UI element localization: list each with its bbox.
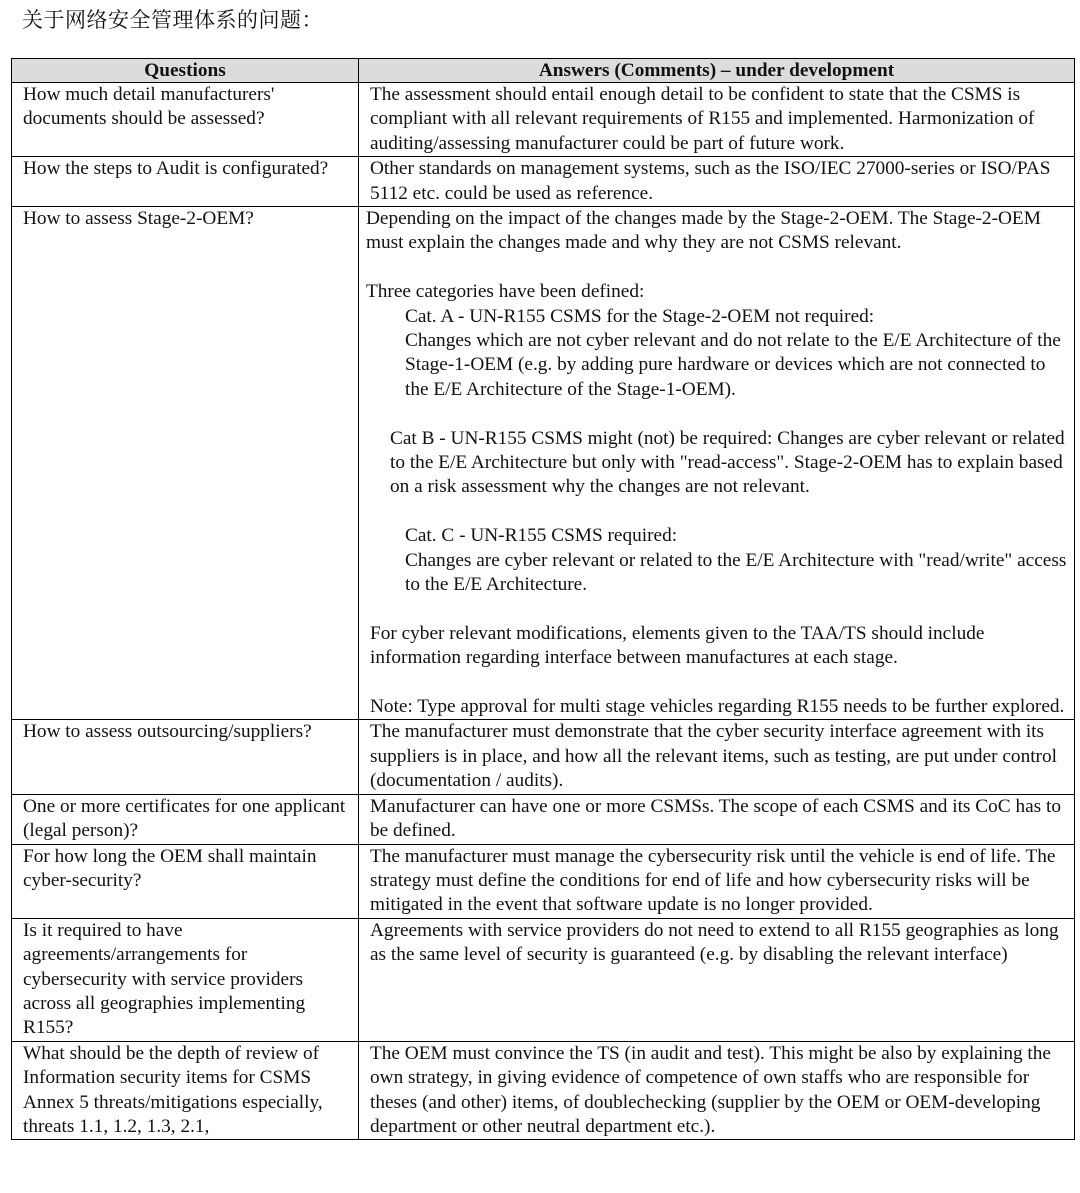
question-cell: How to assess Stage-2-OEM?	[12, 207, 359, 720]
categories-intro: Three categories have been defined:	[366, 281, 645, 303]
note: Note: Type approval for multi stage vehicles regarding R155 needs to be further explored.	[370, 696, 1065, 718]
table-row	[12, 794, 1075, 844]
qa-table	[11, 58, 1075, 1140]
question-cell: For how long the OEM shall maintain cyber-security?	[12, 844, 359, 918]
page-title: 关于网络安全管理体系的问题：	[22, 8, 323, 32]
table-header-row	[12, 59, 1075, 83]
table-row	[12, 720, 1075, 794]
answer-cell-stage2	[359, 207, 1075, 720]
table-row	[12, 844, 1075, 918]
cat-a-body: Changes which are not cyber relevant and do not relate to the E/E Architecture of the Stage-1-OEM (e.g. by adding pure hardware or devices which are not connected to the E/E Architecture of the Stage-1-OEM).	[405, 330, 1061, 400]
question-cell: How to assess outsourcing/suppliers?	[12, 720, 359, 794]
cyber-modifications: For cyber relevant modifications, elements given to the TAA/TS should include information regarding interface between manufactures at each stage.	[370, 622, 985, 669]
answer-intro: Depending on the impact of the changes made by the Stage-2-OEM. The Stage-2-OEM must explain the changes made and why they are not CSMS relevant.	[366, 208, 1041, 254]
table-row	[12, 1041, 1075, 1140]
answer-cell: The OEM must convince the TS (in audit and test). This might be also by explaining the own strategy, in giving evidence of competence of own staffs who are responsible for theses (and other) items, of doublechecking (supplier by the OEM or OEM-developing department or other neutral department etc.).	[359, 1041, 1075, 1140]
table-row	[12, 918, 1075, 1041]
answer-cell: The manufacturer must manage the cybersecurity risk until the vehicle is end of life. The strategy must define the conditions for end of life and how cybersecurity risks will be mitigated in the event that software update is no longer provided.	[359, 844, 1075, 918]
answer-cell: The assessment should entail enough detail to be confident to state that the CSMS is compliant with all relevant requirements of R155 and implemented. Harmonization of auditing/assessing manufacturer could be part of future work.	[359, 83, 1075, 157]
question-cell: One or more certificates for one applicant (legal person)?	[12, 794, 359, 844]
answers-column-header: Answers (Comments) – under development	[359, 59, 1075, 83]
answer-cell: Agreements with service providers do not need to extend to all R155 geographies as long as the same level of security is guaranteed (e.g. by disabling the relevant interface)	[359, 918, 1075, 1041]
cat-c-title: Cat. C - UN-R155 CSMS required:	[405, 525, 678, 547]
question-cell: What should be the depth of review of Information security items for CSMS Annex 5 threats/mitigations especially, threats 1.1, 1.2, 1.3, 2.1,	[12, 1041, 359, 1140]
cat-a-title: Cat. A - UN-R155 CSMS for the Stage-2-OEM not required:	[405, 305, 875, 327]
table-row	[12, 157, 1075, 207]
answer-cell: The manufacturer must demonstrate that the cyber security interface agreement with its suppliers is in place, and how all the relevant items, such as testing, are put under control (documentation / audits).	[359, 720, 1075, 794]
questions-column-header: Questions	[12, 59, 359, 83]
cat-b: Cat B - UN-R155 CSMS might (not) be required: Changes are cyber relevant or related to the E/E Architecture but only with "read-access". Stage-2-OEM has to explain based on a risk assessment why the changes are not relevant.	[390, 427, 1065, 498]
answer-cell: Other standards on management systems, such as the ISO/IEC 27000-series or ISO/PAS 5112 etc. could be used as reference.	[359, 157, 1075, 207]
question-cell: How the steps to Audit is configurated?	[12, 157, 359, 207]
table-row	[12, 207, 1075, 720]
answer-cell: Manufacturer can have one or more CSMSs. The scope of each CSMS and its CoC has to be defined.	[359, 794, 1075, 844]
table-row	[12, 83, 1075, 157]
question-cell: Is it required to have agreements/arrangements for cybersecurity with service providers across all geographies implementing R155?	[12, 918, 359, 1041]
cat-c-body: Changes are cyber relevant or related to the E/E Architecture with "read/write" access to the E/E Architecture.	[405, 549, 1067, 596]
question-cell: How much detail manufacturers' documents should be assessed?	[12, 83, 359, 157]
